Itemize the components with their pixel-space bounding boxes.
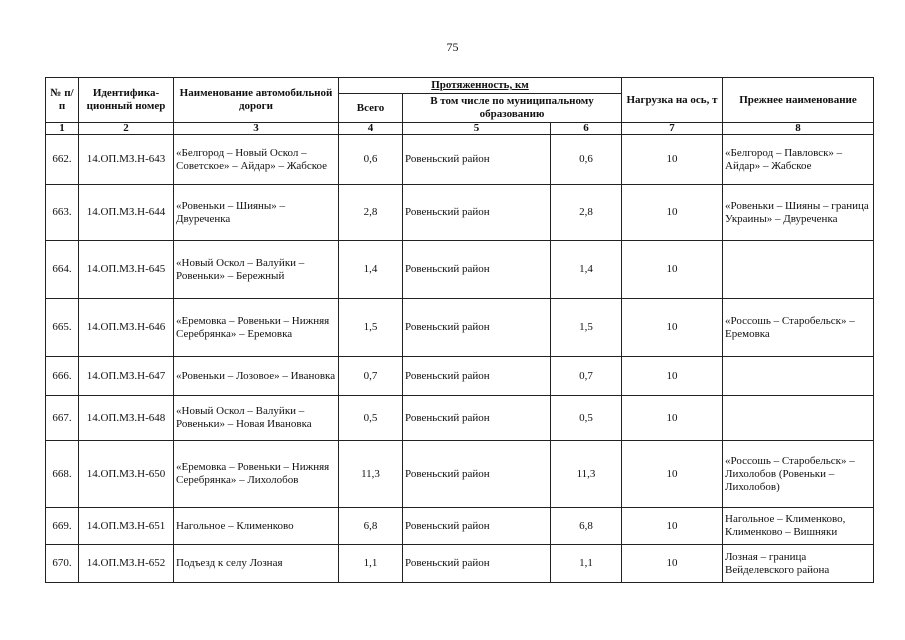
row-axle-load: 10: [622, 545, 723, 583]
row-num: 666.: [46, 357, 79, 396]
row-id: 14.ОП.МЗ.Н-650: [79, 441, 174, 508]
row-prev-name: [723, 241, 874, 299]
row-prev-name: Лозная – граница Вейделевского района: [723, 545, 874, 583]
row-num: 665.: [46, 299, 79, 357]
row-prev-name: Нагольное – Клименково, Клименково – Вишняки: [723, 508, 874, 545]
row-municipality: Ровеньский район: [403, 396, 551, 441]
row-id: 14.ОП.МЗ.Н-643: [79, 135, 174, 185]
table-header: [46, 78, 874, 135]
header-total: Всего: [339, 94, 403, 123]
row-municipality: Ровеньский район: [403, 185, 551, 241]
row-axle-load: 10: [622, 357, 723, 396]
row-axle-load: 10: [622, 299, 723, 357]
row-mun-length: 1,4: [551, 241, 622, 299]
row-prev-name: «Россошь – Старобельск» – Лихолобов (Ровеньки – Лихолобов): [723, 441, 874, 508]
column-number: 1: [46, 123, 79, 135]
row-num: 663.: [46, 185, 79, 241]
header-id: Идентифика-ционный номер: [79, 78, 174, 123]
row-total: 6,8: [339, 508, 403, 545]
row-axle-load: 10: [622, 508, 723, 545]
row-mun-length: 6,8: [551, 508, 622, 545]
row-municipality: Ровеньский район: [403, 508, 551, 545]
row-road-name: «Ровеньки – Лозовое» – Ивановка: [174, 357, 339, 396]
row-road-name: «Белгород – Новый Оскол – Советское» – Айдар» – Жабское: [174, 135, 339, 185]
row-municipality: Ровеньский район: [403, 241, 551, 299]
row-prev-name: [723, 357, 874, 396]
table-row: [46, 441, 874, 508]
row-mun-length: 0,5: [551, 396, 622, 441]
row-prev-name: «Белгород – Павловск» – Айдар» – Жабское: [723, 135, 874, 185]
row-municipality: Ровеньский район: [403, 441, 551, 508]
column-number: 2: [79, 123, 174, 135]
row-prev-name: «Россошь – Старобельск» – Еремовка: [723, 299, 874, 357]
row-mun-length: 0,7: [551, 357, 622, 396]
row-axle-load: 10: [622, 135, 723, 185]
column-number: 3: [174, 123, 339, 135]
column-number: 4: [339, 123, 403, 135]
row-id: 14.ОП.МЗ.Н-651: [79, 508, 174, 545]
header-by-municipality: В том числе по муниципальному образованию: [403, 94, 622, 123]
row-num: 662.: [46, 135, 79, 185]
row-mun-length: 2,8: [551, 185, 622, 241]
row-total: 1,5: [339, 299, 403, 357]
header-num: № п/п: [46, 78, 79, 123]
row-id: 14.ОП.МЗ.Н-648: [79, 396, 174, 441]
row-axle-load: 10: [622, 241, 723, 299]
row-municipality: Ровеньский район: [403, 299, 551, 357]
row-road-name: «Еремовка – Ровеньки – Нижняя Серебрянка» – Еремовка: [174, 299, 339, 357]
header-prev-name: Прежнее наименование: [723, 78, 874, 123]
table-row: [46, 508, 874, 545]
table-row: [46, 299, 874, 357]
row-id: 14.ОП.МЗ.Н-652: [79, 545, 174, 583]
table-row: [46, 241, 874, 299]
header-length-group: Протяженность, км: [339, 78, 622, 94]
row-num: 669.: [46, 508, 79, 545]
row-id: 14.ОП.МЗ.Н-644: [79, 185, 174, 241]
row-total: 1,4: [339, 241, 403, 299]
row-mun-length: 11,3: [551, 441, 622, 508]
row-municipality: Ровеньский район: [403, 545, 551, 583]
column-number: 6: [551, 123, 622, 135]
row-road-name: «Ровеньки – Шияны» – Двуреченка: [174, 185, 339, 241]
row-total: 0,6: [339, 135, 403, 185]
table-row: [46, 545, 874, 583]
column-number: 8: [723, 123, 874, 135]
row-axle-load: 10: [622, 441, 723, 508]
table-row: [46, 135, 874, 185]
column-number: 5: [403, 123, 551, 135]
row-road-name: Подъезд к селу Лозная: [174, 545, 339, 583]
row-id: 14.ОП.МЗ.Н-646: [79, 299, 174, 357]
row-prev-name: «Ровеньки – Шияны – граница Украины» – Двуреченка: [723, 185, 874, 241]
table-body: [46, 135, 874, 583]
row-axle-load: 10: [622, 185, 723, 241]
page-number: 75: [446, 40, 459, 54]
row-axle-load: 10: [622, 396, 723, 441]
row-num: 667.: [46, 396, 79, 441]
header-axle-load: Нагрузка на ось, т: [622, 78, 723, 123]
row-prev-name: [723, 396, 874, 441]
row-road-name: «Еремовка – Ровеньки – Нижняя Серебрянка» – Лихолобов: [174, 441, 339, 508]
row-id: 14.ОП.МЗ.Н-645: [79, 241, 174, 299]
roads-table: [45, 77, 874, 583]
row-num: 670.: [46, 545, 79, 583]
row-mun-length: 0,6: [551, 135, 622, 185]
row-id: 14.ОП.МЗ.Н-647: [79, 357, 174, 396]
row-road-name: «Новый Оскол – Валуйки – Ровеньки» – Бережный: [174, 241, 339, 299]
row-mun-length: 1,5: [551, 299, 622, 357]
row-num: 664.: [46, 241, 79, 299]
table-row: [46, 357, 874, 396]
row-num: 668.: [46, 441, 79, 508]
header-road-name: Наименование автомобильной дороги: [174, 78, 339, 123]
row-road-name: «Новый Оскол – Валуйки – Ровеньки» – Новая Ивановка: [174, 396, 339, 441]
table-row: [46, 185, 874, 241]
row-total: 0,5: [339, 396, 403, 441]
row-total: 0,7: [339, 357, 403, 396]
row-municipality: Ровеньский район: [403, 357, 551, 396]
row-total: 11,3: [339, 441, 403, 508]
row-municipality: Ровеньский район: [403, 135, 551, 185]
column-number: 7: [622, 123, 723, 135]
column-numbers-row: [46, 123, 874, 135]
row-mun-length: 1,1: [551, 545, 622, 583]
row-total: 2,8: [339, 185, 403, 241]
row-total: 1,1: [339, 545, 403, 583]
row-road-name: Нагольное – Клименково: [174, 508, 339, 545]
table-row: [46, 396, 874, 441]
